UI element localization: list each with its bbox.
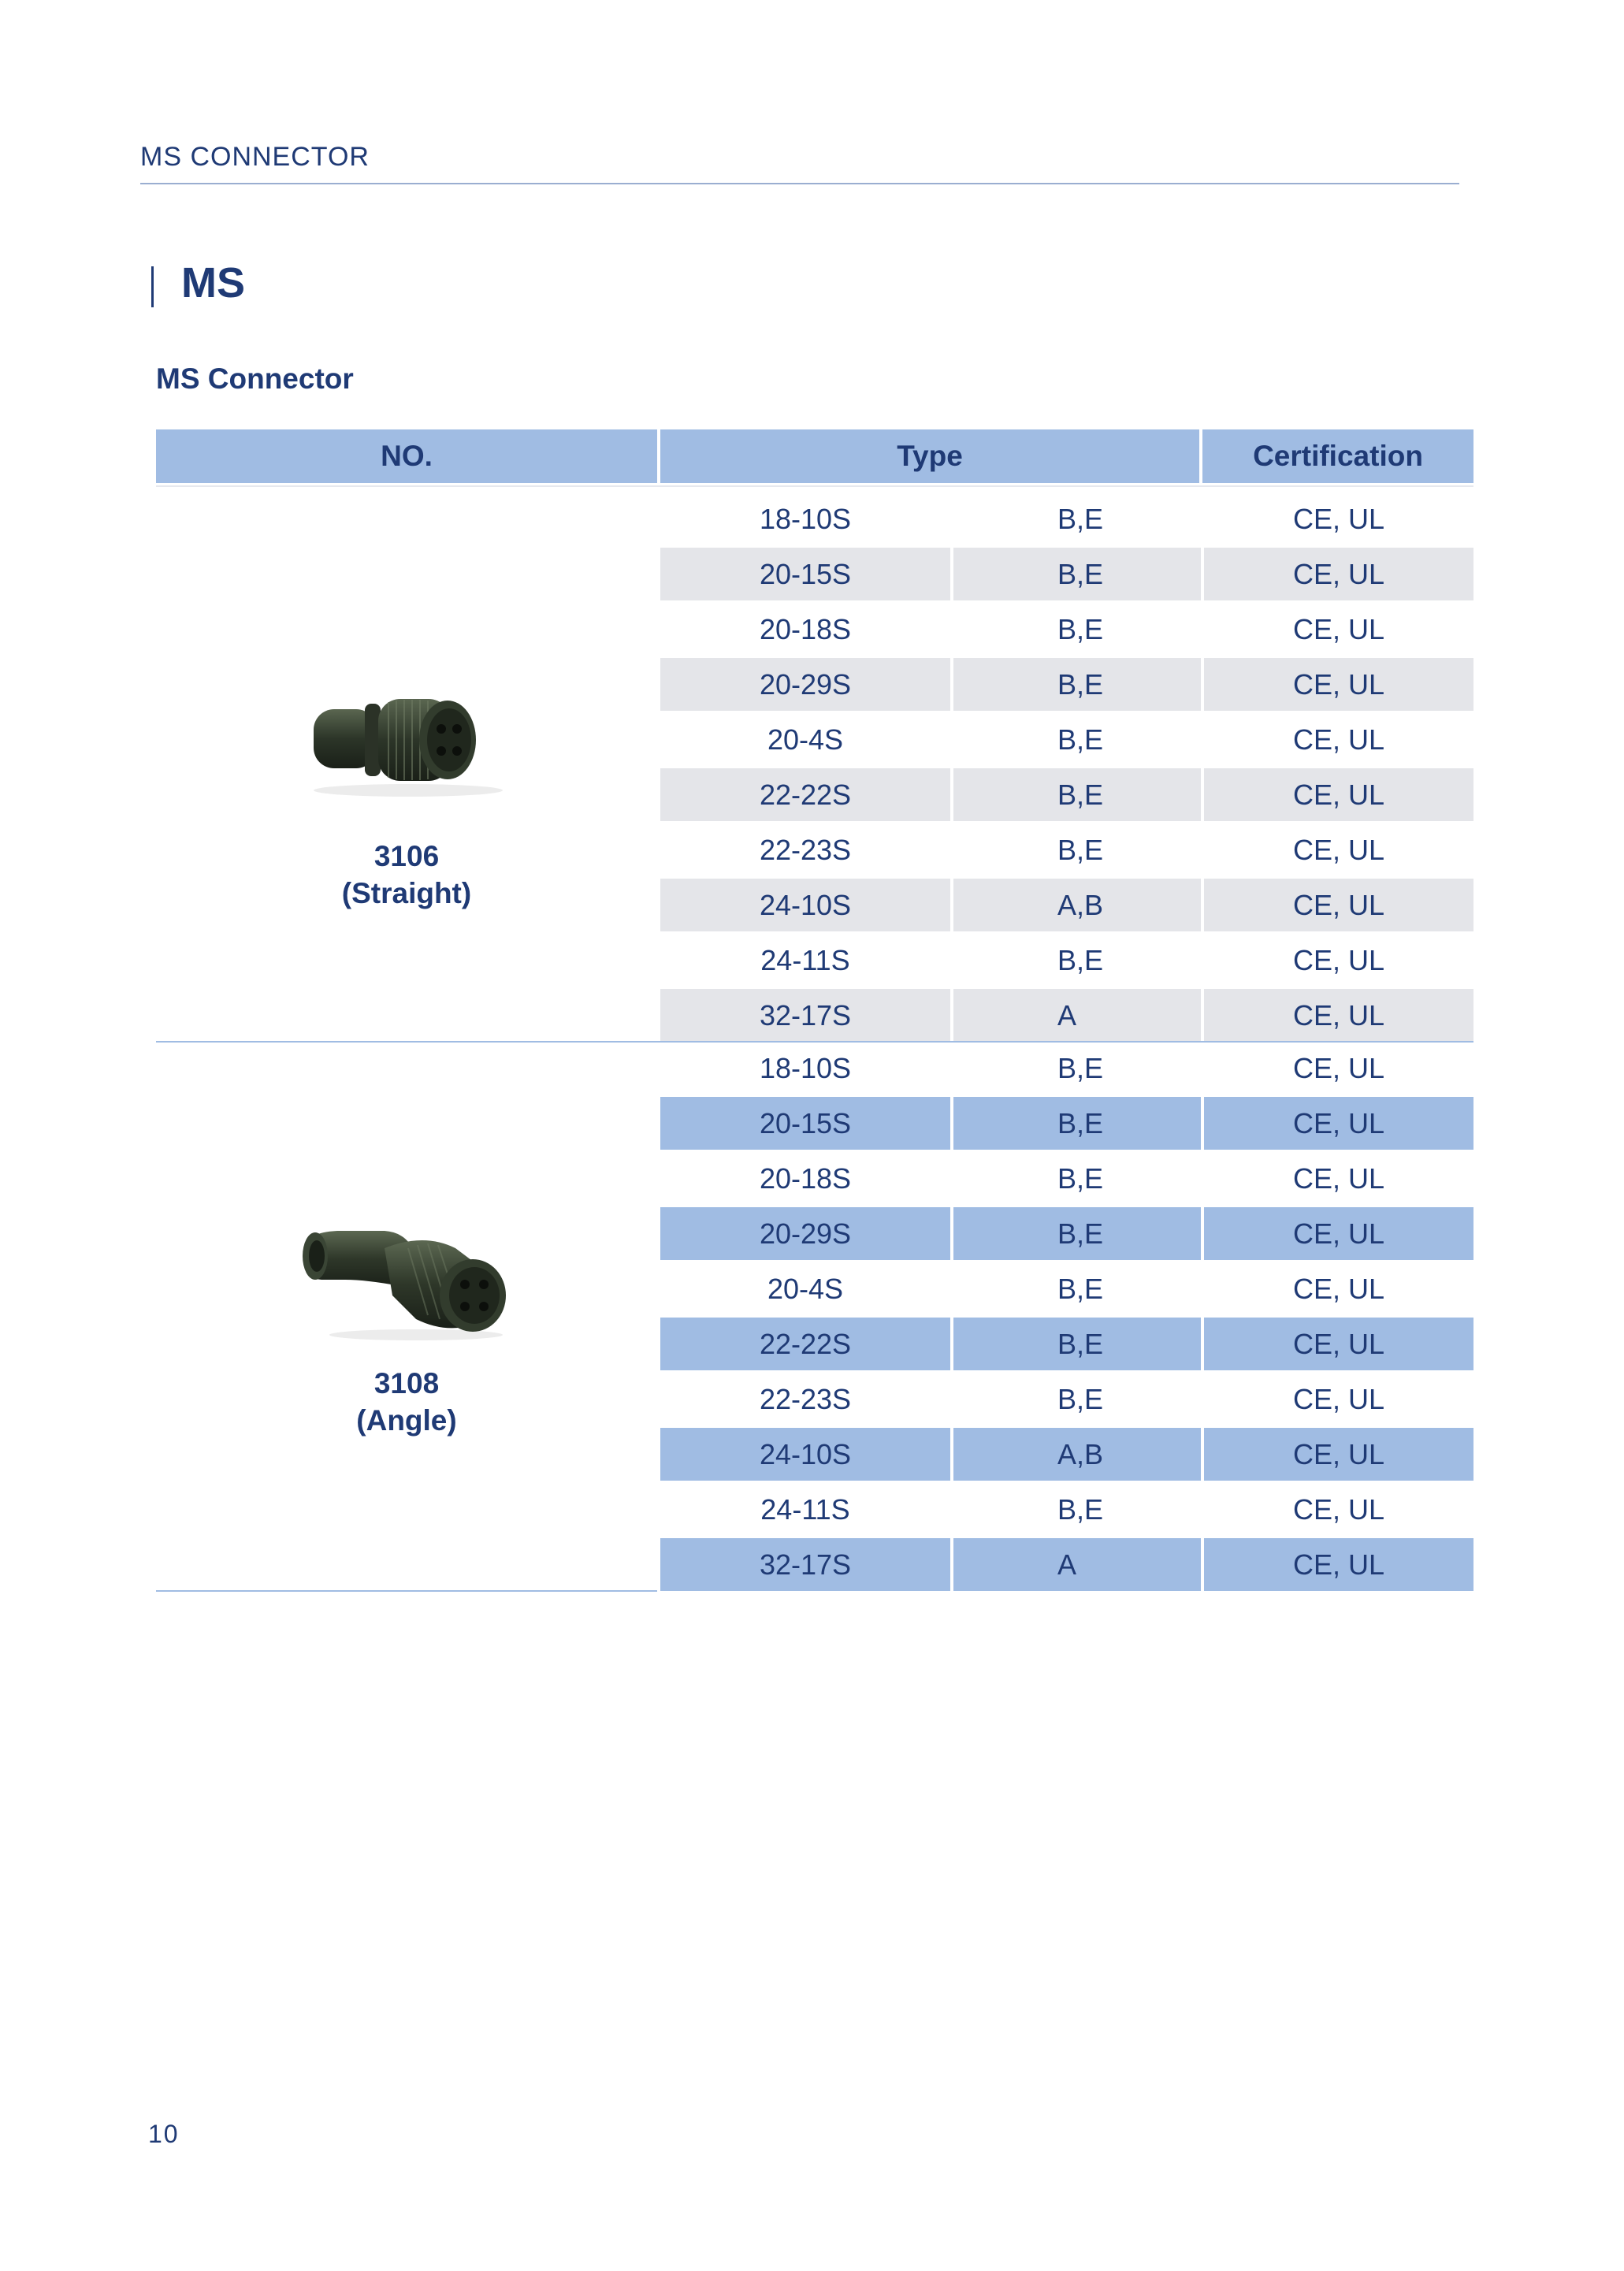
certification-cell: CE, UL [1204,1428,1473,1481]
certification-cell: CE, UL [1204,1207,1473,1260]
table-row [660,1262,1473,1315]
type-cell: 24-10S [660,879,950,931]
column-header-type: Type [660,429,1199,483]
table-row [660,1373,1473,1425]
table-row [660,548,1473,600]
column-header-no: NO. [156,429,657,483]
variant-cell: B,E [1057,1051,1104,1084]
table-row [660,879,1473,931]
table-row [660,1042,1473,1095]
table-row [660,823,1473,876]
table-row [660,1428,1473,1481]
section-title: MS [181,259,245,307]
header-title: MS CONNECTOR [140,142,370,172]
type-cell: 20-4S [767,723,844,756]
page-number: 10 [148,2120,180,2148]
group-divider [156,1590,657,1592]
variant-cell: B,E [953,658,1201,711]
type-cell: 32-17S [660,989,950,1042]
variant-cell: B,E [1057,1162,1104,1195]
certification-cell: CE, UL [1292,1272,1385,1305]
certification-cell: CE, UL [1204,989,1473,1042]
certification-cell: CE, UL [1204,1097,1473,1150]
type-cell: 24-10S [660,1428,950,1481]
product-number-label [156,1365,657,1439]
certification-cell: CE, UL [1292,1162,1385,1195]
variant-cell: B,E [1057,943,1104,976]
variant-cell: B,E [953,1097,1201,1150]
table-row [660,1483,1473,1536]
section-marker [151,266,154,307]
product-variant: (Angle) [356,1404,457,1437]
type-cell: 32-17S [660,1538,950,1591]
variant-cell: B,E [1057,1272,1104,1305]
variant-cell: A [953,989,1201,1042]
type-cell: 22-23S [759,1382,852,1415]
certification-cell: CE, UL [1292,833,1385,866]
variant-cell: B,E [953,768,1201,821]
certification-cell: CE, UL [1204,658,1473,711]
table-title: MS Connector [156,362,354,395]
type-cell: 20-29S [660,1207,950,1260]
table-row [660,1538,1473,1591]
column-header-certification: Certification [1202,429,1473,483]
type-cell: 22-23S [759,833,852,866]
type-cell: 24-11S [760,1492,850,1526]
table-row [660,934,1473,987]
table-row [660,989,1473,1042]
type-cell: 18-10S [759,502,852,535]
type-cell: 20-18S [759,612,852,645]
product-number: 3108 [373,1367,440,1399]
type-cell: 20-29S [660,658,950,711]
type-cell: 20-18S [759,1162,852,1195]
certification-cell: CE, UL [1204,548,1473,600]
table-row [660,603,1473,656]
header-divider [156,485,1473,487]
certification-cell: CE, UL [1292,723,1385,756]
variant-cell: B,E [1057,1492,1104,1526]
type-cell: 24-11S [760,943,850,976]
straight-connector-icon [290,682,526,800]
variant-cell: B,E [1057,612,1104,645]
angle-connector-icon [290,1217,526,1343]
variant-cell: A,B [953,1428,1201,1481]
table-row [660,713,1473,766]
type-cell: 18-10S [759,1051,852,1084]
table-row [660,1207,1473,1260]
product-number: 3106 [373,840,440,872]
product-cell [156,492,657,1042]
variant-cell: B,E [1057,1382,1104,1415]
product-variant: (Straight) [341,877,472,909]
variant-cell: B,E [1057,502,1104,535]
header-rule [140,183,1459,184]
variant-cell: B,E [953,1318,1201,1370]
certification-cell: CE, UL [1292,612,1385,645]
table-row [660,658,1473,711]
certification-cell: CE, UL [1204,1538,1473,1591]
type-cell: 20-15S [660,548,950,600]
certification-cell: CE, UL [1292,943,1385,976]
table-row [660,492,1473,545]
product-cell [156,1042,657,1591]
table-row [660,1318,1473,1370]
type-cell: 22-22S [660,1318,950,1370]
certification-cell: CE, UL [1204,879,1473,931]
certification-cell: CE, UL [1292,502,1385,535]
variant-cell: B,E [953,548,1201,600]
variant-cell: B,E [1057,723,1104,756]
table-row [660,1097,1473,1150]
certification-cell: CE, UL [1204,768,1473,821]
variant-cell: B,E [1057,833,1104,866]
type-cell: 22-22S [660,768,950,821]
type-cell: 20-15S [660,1097,950,1150]
variant-cell: A [953,1538,1201,1591]
product-number-label [156,838,657,912]
certification-cell: CE, UL [1292,1492,1385,1526]
table-row [660,768,1473,821]
type-cell: 20-4S [767,1272,844,1305]
table-row [660,1152,1473,1205]
certification-cell: CE, UL [1292,1051,1385,1084]
certification-cell: CE, UL [1292,1382,1385,1415]
variant-cell: A,B [953,879,1201,931]
variant-cell: B,E [953,1207,1201,1260]
certification-cell: CE, UL [1204,1318,1473,1370]
